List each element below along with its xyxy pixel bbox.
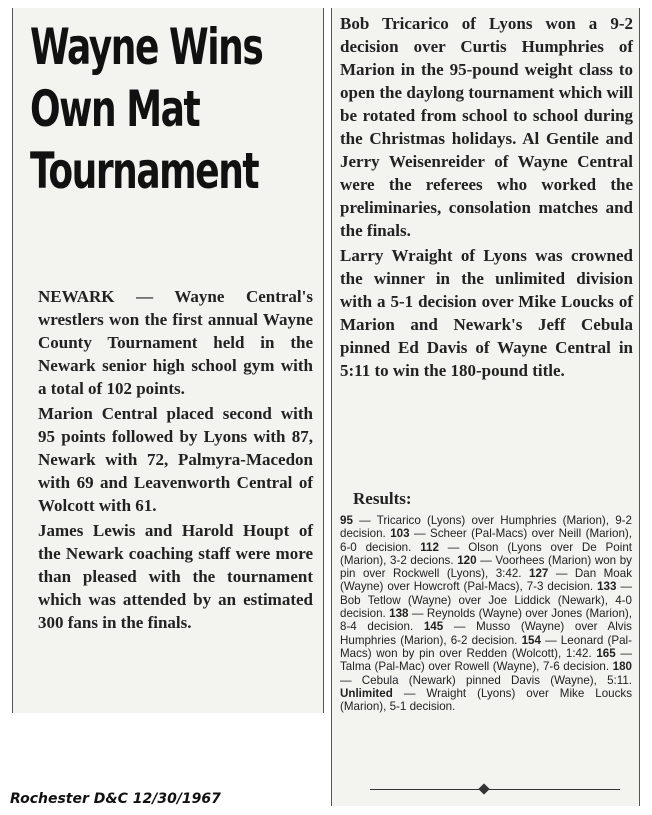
result-text: — Reynolds (Wayne) over Jones (Marion), 8-4 decision. — [340, 607, 632, 634]
result-weight: 112 — [420, 540, 439, 554]
result-weight: 127 — [529, 567, 549, 581]
end-rule — [370, 789, 620, 790]
results-heading: Results: — [353, 489, 412, 508]
headline-line-3: Tournament — [30, 142, 259, 200]
result-weight: 154 — [521, 633, 541, 647]
headline-line-2: Own Mat — [30, 80, 200, 138]
result-text: — Olson (Lyons over De Point (Marion), 3-2 decions. — [340, 540, 632, 567]
result-text: — Scheer (Pal-Macs) over Neill (Marion), 6-0 decision. — [340, 527, 632, 554]
result-weight: 120 — [457, 553, 477, 567]
result-weight: 180 — [612, 660, 632, 674]
result-text: — Tricarico (Lyons) over Humphries (Marion), 9-2 decision. — [340, 514, 632, 541]
result-weight: 103 — [390, 527, 410, 541]
result-text: — Talma (Pal-Mac) over Rowell (Wayne), 7-6 decision. — [340, 646, 632, 674]
result-weight: 95 — [340, 514, 353, 527]
result-weight: 165 — [596, 646, 616, 660]
result-text: — Leonard (Pal-Macs) won by pin over Redden (Wolcott), 1:42. — [340, 633, 632, 660]
headline — [30, 16, 263, 202]
result-text: — Voorhees (Marion) won by pin over Rockwell (Lyons), 3:42. — [340, 553, 632, 581]
result-weight: Unlimited — [340, 686, 393, 700]
article-body-left — [38, 285, 313, 634]
paragraph: Larry Wraight of Lyons was crowned the winner in the unlimited division with a 5-1 decision over Mike Loucks of Marion and Newark's Jeff Cebula pinned Ed Davis of Wayne Central in 5:11 to win the 180-pound title. — [340, 246, 633, 380]
paragraph: Bob Tricarico of Lyons won a 9-2 decision over Curtis Humphries of Marion in the 95-pound weight class to open the daylong tournament which will be rotated from school to school during the Christmas holidays. Al Gentile and Jerry Weisenreider of Wayne Central were the referees who worked the preliminaries, consolation matches and the finals. — [340, 14, 633, 240]
result-weight: 138 — [389, 607, 409, 621]
result-text: — Bob Tetlow (Wayne) over Joe Liddick (Newark), 4-0 decision. — [340, 580, 632, 621]
article-body-right — [340, 12, 633, 382]
results-list — [340, 514, 632, 713]
result-text: — Wraight (Lyons) over Mike Loucks (Marion), 5-1 decision. — [340, 686, 632, 714]
paragraph: Marion Central placed second with 95 points followed by Lyons with 87, Newark with 72, Palmyra-Macedon with 69 and Leavenworth Central of Wolcott with 61. — [38, 404, 313, 515]
result-text: — Cebula (Newark) pinned Davis (Wayne), 5:11. — [340, 673, 632, 687]
paragraph: James Lewis and Harold Houpt of the Newark coaching staff were more than pleased with the tournament which was attended by an estimated 300 fans in the finals. — [38, 521, 313, 632]
paragraph: NEWARK — Wayne Central's wrestlers won the first annual Wayne County Tournament held in the Newark senior high school gym with a total of 102 points. — [38, 287, 313, 398]
result-text: — Dan Moak (Wayne) over Howcroft (Pal-Macs), 7-3 decision. — [340, 567, 632, 594]
headline-line-1: Wayne Wins — [30, 18, 263, 76]
result-weight: 145 — [423, 620, 444, 634]
result-text: — Musso (Wayne) over Alvis Humphries (Marion), 6-2 decision. — [340, 620, 632, 647]
source-credit: Rochester D&C 12/30/1967 — [10, 791, 221, 807]
result-weight: 133 — [597, 580, 617, 594]
